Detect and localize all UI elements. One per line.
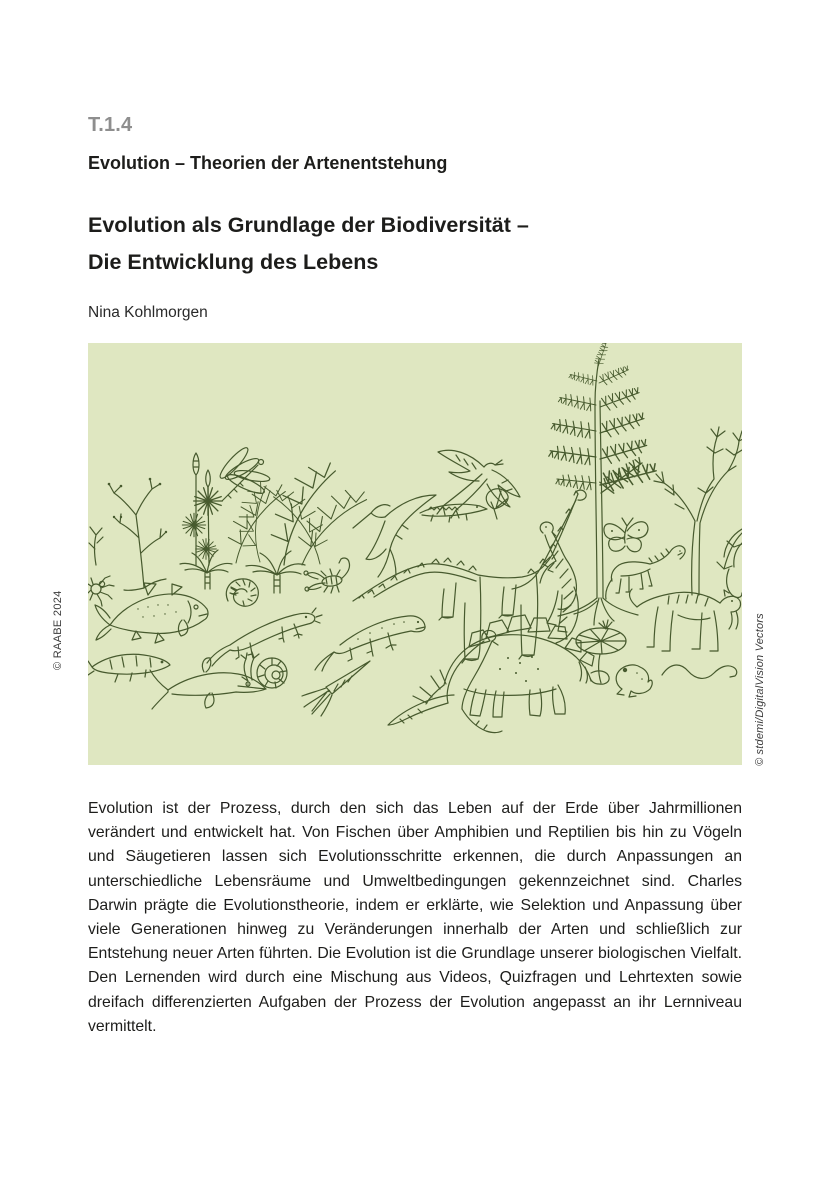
intro-paragraph: Evolution ist der Prozess, durch den sich das Leben auf der Erde über Jahrmillionen verändert und entwickelt hat. Von Fischen über Amphibien und Reptilien bis hin zu Vögeln und Säugetieren lassen sich Evolutionsschritte erkennen, die durch Anpassungen an unterschiedliche Lebensräume und Umweltbedingungen gekennzeichnet sind. Charles Darwin prägte die Evolutionstheorie, indem er erklärte, wie Selektion und Anpassung über viele Generationen hinweg zu Veränderungen innerhalb der Arten und schließlich zur Entstehung neuer Arten führten. Die Evolution ist die Grundlage unserer biologischen Vielfalt. Den Lernenden wird durch eine Mischung aus Videos, Quizfragen und Lehrtexten sowie dreifach differenzierten Aufgaben der Prozess der Evolution angepasst an ihr Lernniveau vermittelt. <box>88 800 742 1035</box>
unit-code: T.1.4 <box>88 114 133 136</box>
evolution-illustration <box>88 343 742 765</box>
publisher-credit: © RAABE 2024 <box>52 590 64 670</box>
series-title: Evolution – Theorien der Artenentstehung <box>88 153 448 173</box>
author-name: Nina Kohlmorgen <box>88 304 208 321</box>
page-title <box>88 207 529 281</box>
evolution-collage-svg <box>88 343 742 765</box>
title-line-1: Evolution als Grundlage der Biodiversität – <box>88 213 529 237</box>
image-credit: © stdemi/DigitalVision Vectors <box>754 613 766 766</box>
illustration-background <box>88 343 742 765</box>
title-line-2: Die Entwicklung des Lebens <box>88 250 379 274</box>
